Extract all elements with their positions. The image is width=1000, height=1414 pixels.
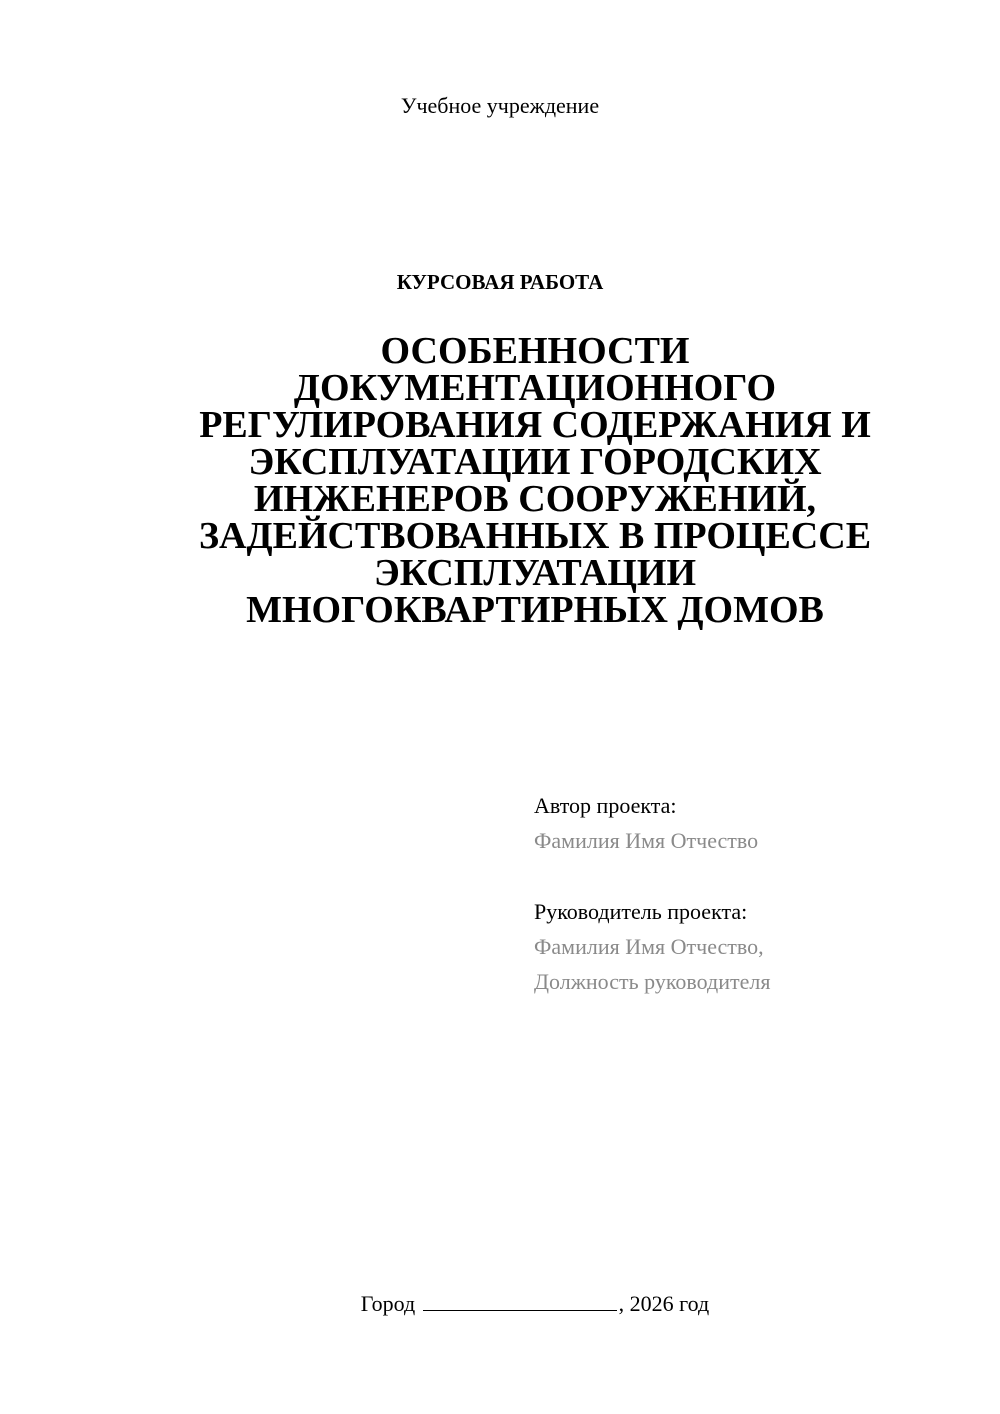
year-text: , 2026 год: [618, 1291, 710, 1316]
city-blank-line: [423, 1290, 617, 1311]
document-title: [150, 330, 920, 631]
supervisor-name: Фамилия Имя Отчество,: [534, 934, 764, 959]
city-year-line: [0, 1290, 1000, 1318]
signature-block: [534, 788, 974, 999]
title-line: ИНЖЕНЕРОВ СООРУЖЕНИЙ,: [253, 478, 817, 520]
author-label: Автор проекта:: [534, 793, 677, 818]
title-line: ЭКСПЛУАТАЦИИ ГОРОДСКИХ: [248, 441, 822, 483]
supervisor-label: Руководитель проекта:: [534, 899, 748, 924]
title-line: МНОГОКВАРТИРНЫХ ДОМОВ: [246, 589, 824, 631]
title-line: ЭКСПЛУАТАЦИИ: [374, 552, 696, 594]
title-line: ЗАДЕЙСТВОВАННЫХ В ПРОЦЕССЕ: [198, 515, 872, 557]
city-label: Город: [360, 1291, 416, 1316]
title-line: ДОКУМЕНТАЦИОННОГО: [293, 367, 777, 409]
author-name: Фамилия Имя Отчество: [534, 828, 759, 853]
spacer: [534, 858, 974, 894]
title-line: ОСОБЕННОСТИ: [380, 330, 690, 372]
title-line: РЕГУЛИРОВАНИЯ СОДЕРЖАНИЯ И: [199, 404, 871, 446]
supervisor-position: Должность руководителя: [534, 969, 771, 994]
document-type: КУРСОВАЯ РАБОТА: [396, 270, 604, 294]
institution-name: Учебное учреждение: [400, 93, 600, 118]
